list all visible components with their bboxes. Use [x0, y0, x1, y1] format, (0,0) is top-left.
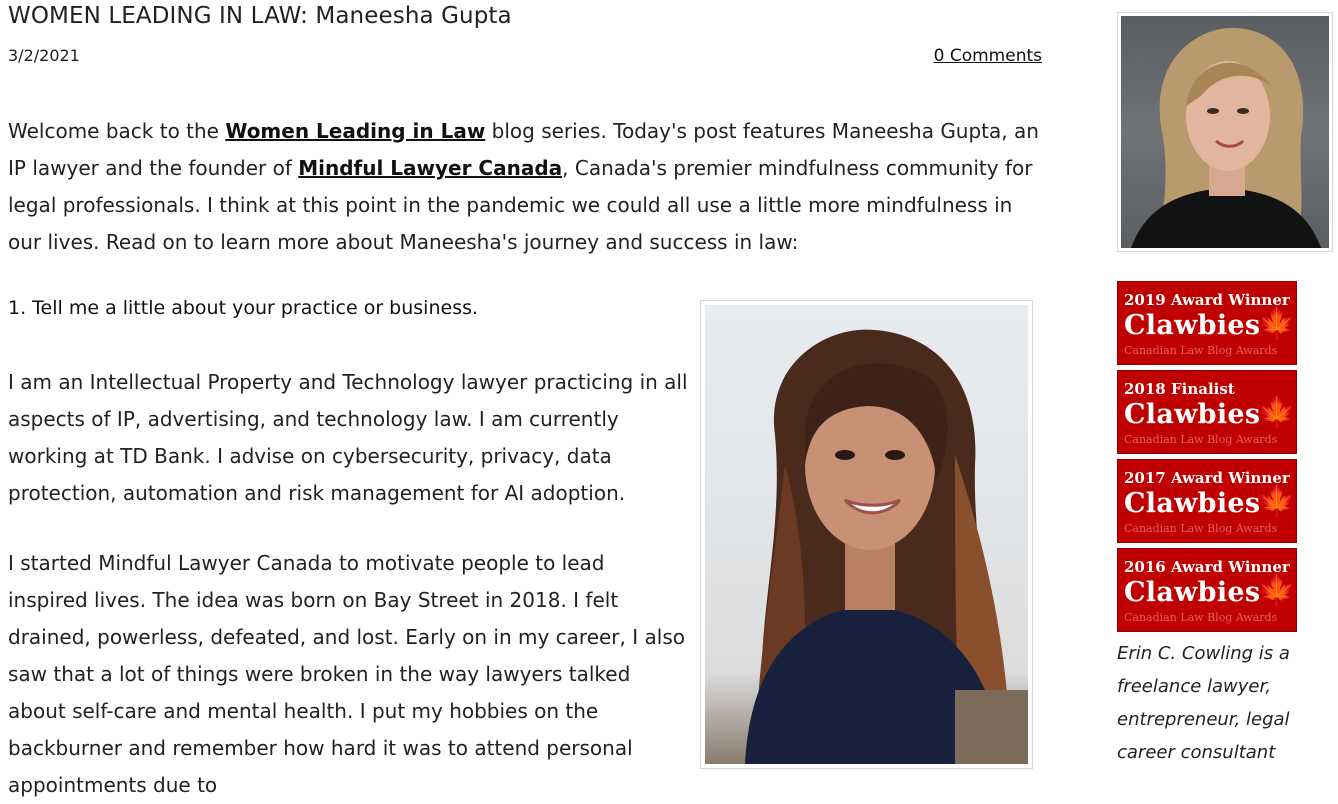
intro-text-3: , Canada's premier mindfulness community for legal professionals. I think at this point in the pandemic we could all use a little more mindfulness in our lives. Read on to learn more about Maneesha's journey and success in law:: [8, 156, 1033, 254]
badge-subtitle: Canadian Law Blog Awards: [1124, 611, 1278, 624]
intro-text-1: Welcome back to the: [8, 119, 226, 143]
answer-paragraph-2: I started Mindful Lawyer Canada to motivate people to lead inspired lives. The idea was born on Bay Street in 2018. I felt drained, powerless, defeated, and lost. Early on in my career, I also saw that a lot of things were broken in the way lawyers talked about self-care and mental health. I put my hobbies on the backburner and remember how hard it was to attend personal appointments due to: [8, 551, 685, 797]
badge-title: Clawbies: [1124, 399, 1261, 430]
badge-caption: 2018 Finalist: [1124, 380, 1235, 398]
badge-title: Clawbies: [1124, 488, 1261, 519]
maple-leaf-icon: 🍁: [1258, 573, 1296, 608]
interviewee-photo-image: [705, 305, 1028, 764]
author-bio-text: is a freelance lawyer, entrepreneur, legal career consultant: [1117, 643, 1290, 763]
maple-leaf-icon: 🍁: [1258, 395, 1296, 430]
clawbies-badge-2019[interactable]: [1117, 281, 1297, 365]
answer-paragraph-1: I am an Intellectual Property and Technology lawyer practicing in all aspects of IP, advertising, and technology law. I am currently working at TD Bank. I advise on cybersecurity, privacy, data protection, automation and risk management for AI adoption.: [8, 370, 688, 505]
author-bio: [1117, 637, 1333, 769]
badge-subtitle: Canadian Law Blog Awards: [1124, 344, 1278, 357]
maple-leaf-icon: 🍁: [1258, 306, 1296, 341]
post-date: 3/2/2021: [8, 46, 80, 65]
badge-caption: 2019 Award Winner: [1124, 291, 1290, 309]
badge-subtitle: Canadian Law Blog Awards: [1124, 522, 1278, 535]
post-title: WOMEN LEADING IN LAW: Maneesha Gupta: [8, 3, 512, 29]
author-name: Erin C. Cowling: [1117, 643, 1254, 664]
badge-title: Clawbies: [1124, 577, 1261, 608]
women-leading-in-law-link[interactable]: Women Leading in Law: [225, 119, 486, 143]
maple-leaf-icon: 🍁: [1258, 484, 1296, 519]
comments-link[interactable]: 0 Comments: [933, 46, 1042, 66]
badge-subtitle: Canadian Law Blog Awards: [1124, 433, 1278, 446]
badge-title: Clawbies: [1124, 310, 1261, 341]
author-photo: [1117, 12, 1333, 252]
portrait-illustration: [705, 305, 1028, 764]
clawbies-badge-2017[interactable]: [1117, 459, 1297, 543]
badge-caption: 2017 Award Winner: [1124, 469, 1290, 487]
clawbies-badge-2016[interactable]: [1117, 548, 1297, 632]
clawbies-badge-2018[interactable]: [1117, 370, 1297, 454]
author-photo-image: [1121, 16, 1329, 248]
interviewee-photo: [700, 300, 1033, 769]
intro-text-2: blog series. Today's post features Maneesha Gupta, an IP lawyer and the founder of: [8, 119, 1039, 180]
post-intro: [8, 113, 1042, 261]
mindful-lawyer-canada-link[interactable]: Mindful Lawyer Canada: [298, 156, 563, 180]
author-portrait-illustration: [1121, 16, 1329, 248]
question-heading: 1. Tell me a little about your practice or business.: [8, 297, 479, 319]
badge-caption: 2016 Award Winner: [1124, 558, 1290, 576]
